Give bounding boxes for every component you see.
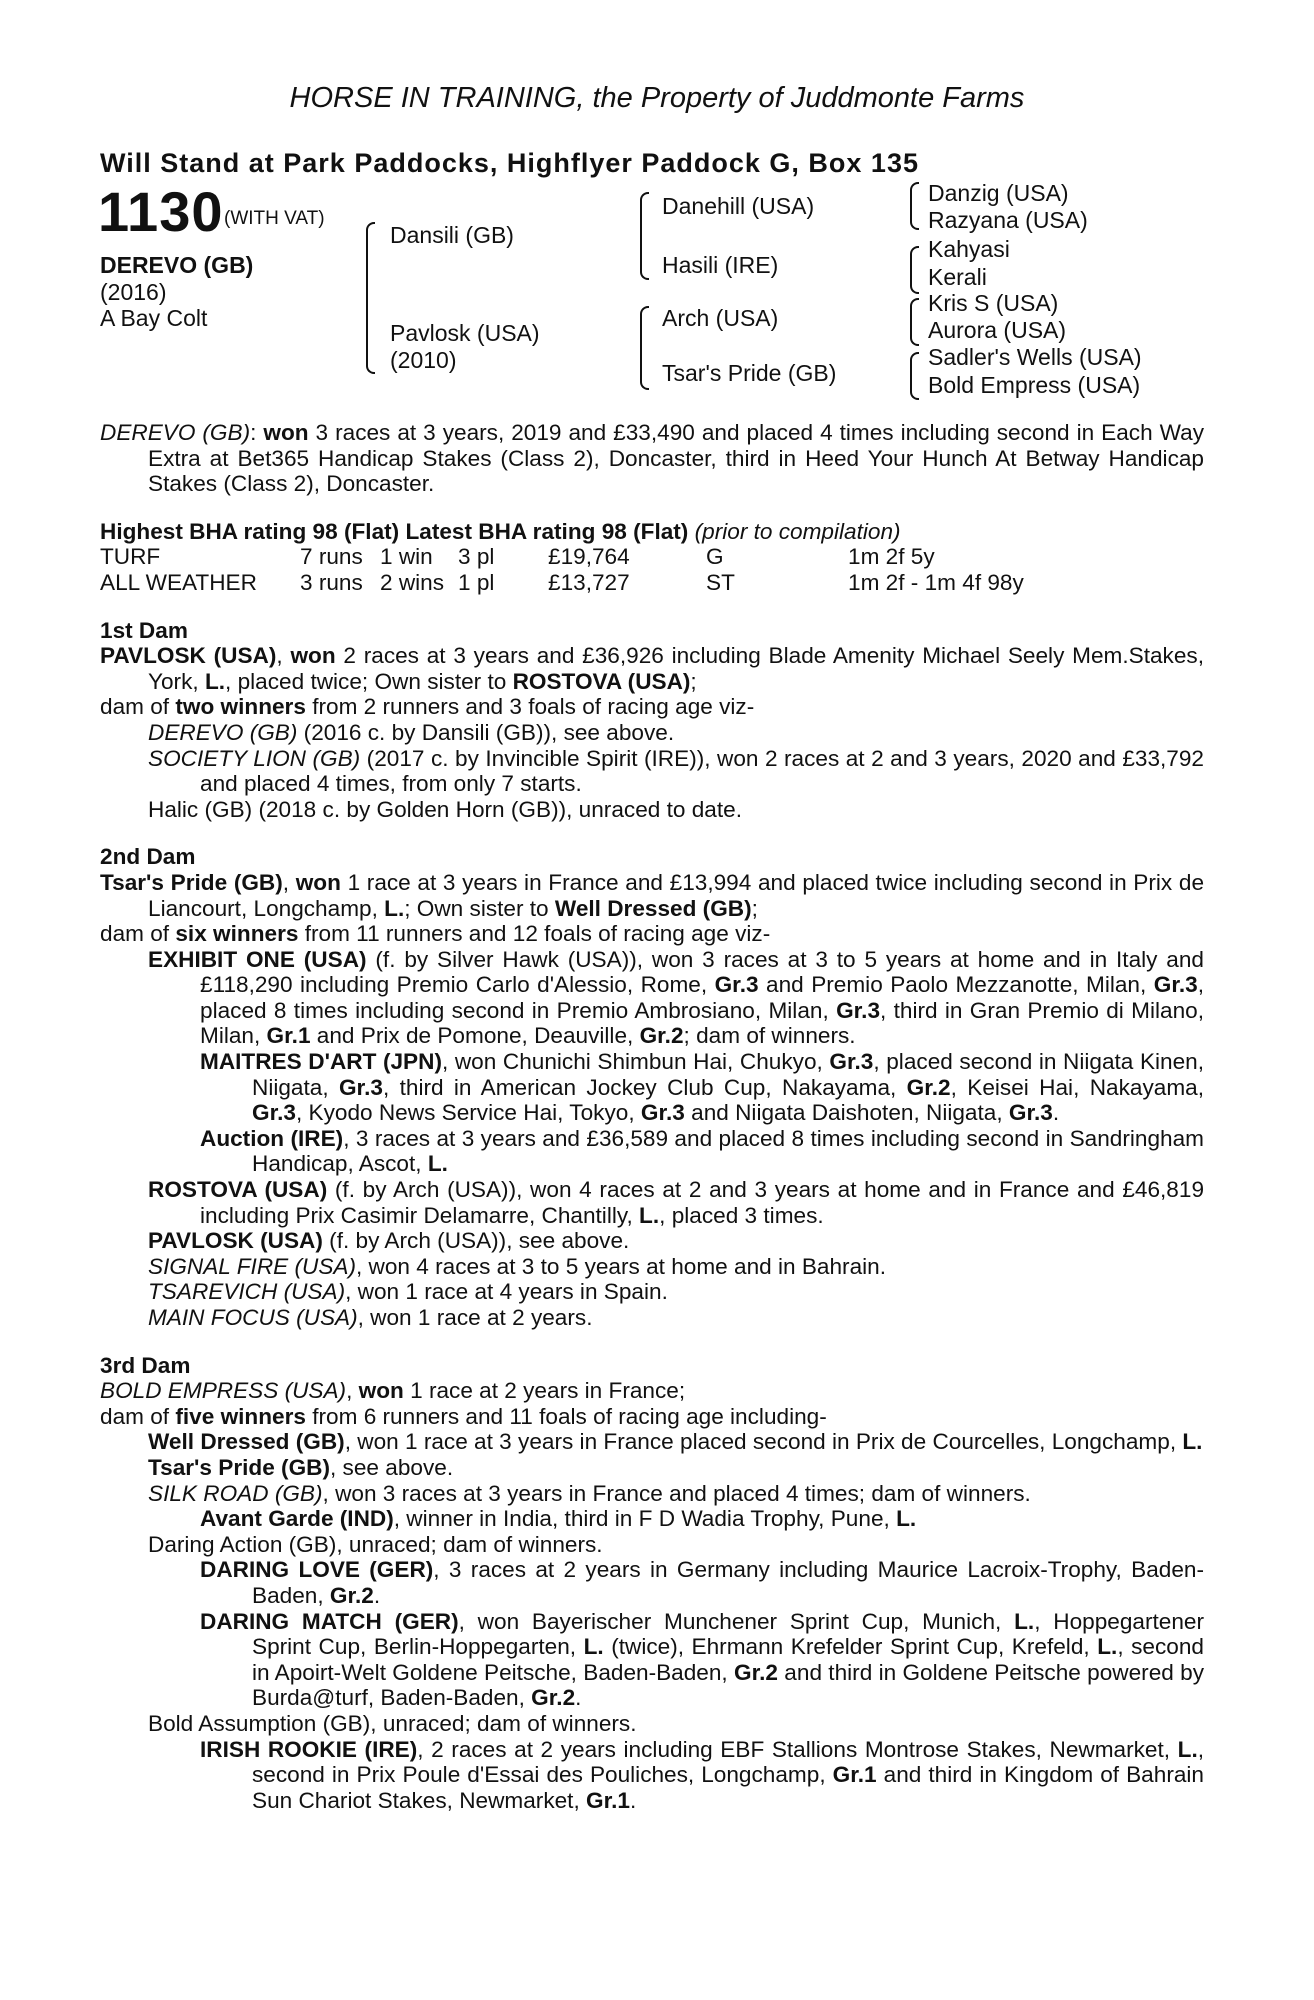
horse-description: A Bay Colt bbox=[100, 305, 208, 331]
pedigree-brace bbox=[640, 306, 649, 390]
race-summary: DEREVO (GB): won 3 races at 3 years, 2019 and £33,490 and placed 4 times including second in Each Way Extra at Bet365 Handicap Stakes (Class 2), Doncaster, third in Heed Your Hunch At Betway Handicap Stakes (Class 2), Doncaster. bbox=[100, 420, 1204, 497]
list-item: EXHIBIT ONE (USA) (f. by Silver Hawk (USA)), won 3 races at 3 to 5 years at home and in Italy and £118,290 including Premio Carlo d'Alessio, Rome, Gr.3 and Premio Paolo Mezzanotte, Milan, Gr.3, placed 8 times including second in Premio Ambrosiano, Milan, Gr.3, third in Gran Premio di Milano, Milan, Gr.1 and Prix de Pomone, Deauville, Gr.2; dam of winners. bbox=[148, 946, 1204, 1049]
list-item: IRISH ROOKIE (IRE), 2 races at 2 years including EBF Stallions Montrose Stakes, Newmarket, L., second in Prix Poule d'Essai des Pouliches, Longchamp, Gr.1 and third in Kingdom of Bahrain Sun Chariot Stakes, Newmarket, Gr.1. bbox=[200, 1736, 1205, 1813]
pedigree-brace bbox=[366, 222, 375, 374]
lot-number: 1130 bbox=[98, 180, 224, 243]
horse-year: (2016) bbox=[100, 279, 167, 305]
list-item: PAVLOSK (USA) (f. by Arch (USA)), see above. bbox=[148, 1228, 630, 1254]
pedigree-sd-dam: Kerali bbox=[928, 264, 987, 290]
second-dam-heading: 2nd Dam bbox=[100, 844, 196, 870]
race-record-table bbox=[100, 544, 1024, 595]
list-item: SIGNAL FIRE (USA), won 4 races at 3 to 5 years at home and in Bahrain. bbox=[148, 1253, 887, 1279]
pedigree-sire-dam: Hasili (IRE) bbox=[662, 252, 779, 278]
list-item: MAIN FOCUS (USA), won 1 race at 2 years. bbox=[148, 1305, 593, 1330]
list-item: Halic (GB) (2018 c. by Golden Horn (GB)), unraced to date. bbox=[148, 796, 742, 822]
pedigree-sire: Dansili (GB) bbox=[390, 222, 514, 248]
first-dam-heading: 1st Dam bbox=[100, 617, 188, 643]
third-dam-heading: 3rd Dam bbox=[100, 1352, 191, 1378]
pedigree-brace bbox=[640, 192, 649, 280]
list-item: MAITRES D'ART (JPN), won Chunichi Shimbun Hai, Chukyo, Gr.3, placed second in Niigata Kinen, Niigata, Gr.3, third in American Jockey Club Cup, Nakayama, Gr.2, Keisei Hai, Nakayama, Gr.3, Kyodo News Service Hai, Tokyo, Gr.3 and Niigata Daishoten, Niigata, Gr.3. bbox=[200, 1049, 1205, 1126]
list-item: DARING MATCH (GER), won Bayerischer Munchener Sprint Cup, Munich, L., Hoppegartener Sprint Cup, Berlin-Hoppegarten, L. (twice), Ehrmann Krefelder Sprint Cup, Krefeld, L., second in Apoirt-Welt Goldene Peitsche, Baden-Baden, Gr.2 and third in Goldene Peitsche powered by Burda@turf, Baden-Baden, Gr.2. bbox=[200, 1608, 1204, 1711]
list-item: Bold Assumption (GB), unraced; dam of winners. bbox=[148, 1710, 637, 1736]
pedigree-brace bbox=[910, 246, 919, 294]
vat-note: (WITH VAT) bbox=[224, 208, 325, 229]
second-dam-produce: dam of six winners from 11 runners and 12 foals of racing age viz- bbox=[100, 921, 771, 947]
horse-name: DEREVO (GB) bbox=[100, 252, 254, 278]
pedigree-dam-year: (2010) bbox=[390, 347, 457, 373]
second-dam-record: Tsar's Pride (GB), won 1 race at 3 years in France and £13,994 and placed twice including second in Prix de Liancourt, Longchamp, L.; Own sister to Well Dressed (GB); bbox=[100, 869, 1205, 921]
list-item: Well Dressed (GB), won 1 race at 3 years in France placed second in Prix de Courcelles, Longchamp, L. bbox=[148, 1429, 1203, 1455]
pedigree-ss-dam: Razyana (USA) bbox=[928, 207, 1088, 233]
list-item: Tsar's Pride (GB), see above. bbox=[148, 1454, 454, 1480]
list-item: ROSTOVA (USA) (f. by Arch (USA)), won 4 races at 2 and 3 years at home and in France and £46,819 including Prix Casimir Delamarre, Chantilly, L., placed 3 times. bbox=[148, 1177, 1205, 1228]
list-item: SOCIETY LION (GB) (2017 c. by Invincible Spirit (IRE)), won 2 races at 2 and 3 years, 2020 and £33,792 and placed 4 times, from only 7 starts. bbox=[148, 745, 1204, 797]
pedigree-dd-dam: Bold Empress (USA) bbox=[928, 372, 1141, 398]
table-row: TURF 7 runs 1 win 3 pl £19,764 G 1m 2f 5y bbox=[100, 544, 935, 570]
pedigree-dam: Pavlosk (USA) bbox=[390, 320, 540, 346]
list-item: Avant Garde (IND), winner in India, third in F D Wadia Trophy, Pune, L. bbox=[200, 1506, 917, 1532]
third-dam-record: BOLD EMPRESS (USA), won 1 race at 2 years in France; bbox=[100, 1378, 686, 1404]
list-item: DARING LOVE (GER), 3 races at 2 years in Germany including Maurice Lacroix-Trophy, Baden-Baden, Gr.2. bbox=[200, 1557, 1204, 1608]
pedigree-dd-sire: Sadler's Wells (USA) bbox=[928, 344, 1142, 370]
pedigree-brace bbox=[910, 352, 919, 400]
list-item: Auction (IRE), 3 races at 3 years and £36,589 and placed 8 times including second in Sandringham Handicap, Ascot, L. bbox=[200, 1125, 1205, 1177]
pedigree-ds-sire: Kris S (USA) bbox=[928, 290, 1059, 316]
first-dam-produce: dam of two winners from 2 runners and 3 foals of racing age viz- bbox=[100, 694, 755, 720]
pedigree-ds-dam: Aurora (USA) bbox=[928, 317, 1067, 343]
pedigree-dam-sire: Arch (USA) bbox=[662, 305, 779, 331]
first-dam-record: PAVLOSK (USA), won 2 races at 3 years and £36,926 including Blade Amenity Michael Seely Mem.Stakes, York, L., placed twice; Own sister to ROSTOVA (USA); bbox=[100, 643, 1204, 694]
pedigree-sire-sire: Danehill (USA) bbox=[662, 193, 815, 219]
list-item: Daring Action (GB), unraced; dam of winners. bbox=[148, 1531, 603, 1557]
third-dam-produce: dam of five winners from 6 runners and 11 foals of racing age including- bbox=[100, 1403, 827, 1429]
table-row: ALL WEATHER 3 runs 2 wins 1 pl £13,727 ST 1m 2f - 1m 4f 98y bbox=[100, 569, 1024, 595]
list-item: TSAREVICH (USA), won 1 race at 4 years in Spain. bbox=[148, 1279, 668, 1305]
pedigree-sd-sire: Kahyasi bbox=[928, 236, 1010, 262]
page-title: HORSE IN TRAINING, the Property of Juddmonte Farms bbox=[289, 82, 1025, 114]
list-item: SILK ROAD (GB), won 3 races at 3 years in France and placed 4 times; dam of winners. bbox=[148, 1480, 1031, 1506]
pedigree-dam-dam: Tsar's Pride (GB) bbox=[662, 360, 837, 386]
stand-location: Will Stand at Park Paddocks, Highflyer Paddock G, Box 135 bbox=[100, 148, 919, 178]
bha-rating: Highest BHA rating 98 (Flat) Latest BHA rating 98 (Flat) (prior to compilation) bbox=[100, 518, 901, 544]
pedigree-brace bbox=[910, 182, 919, 230]
pedigree-ss-sire: Danzig (USA) bbox=[928, 180, 1069, 206]
catalogue-body bbox=[100, 420, 1204, 1813]
pedigree-brace bbox=[910, 298, 919, 346]
list-item: DEREVO (GB) (2016 c. by Dansili (GB)), see above. bbox=[148, 719, 675, 745]
